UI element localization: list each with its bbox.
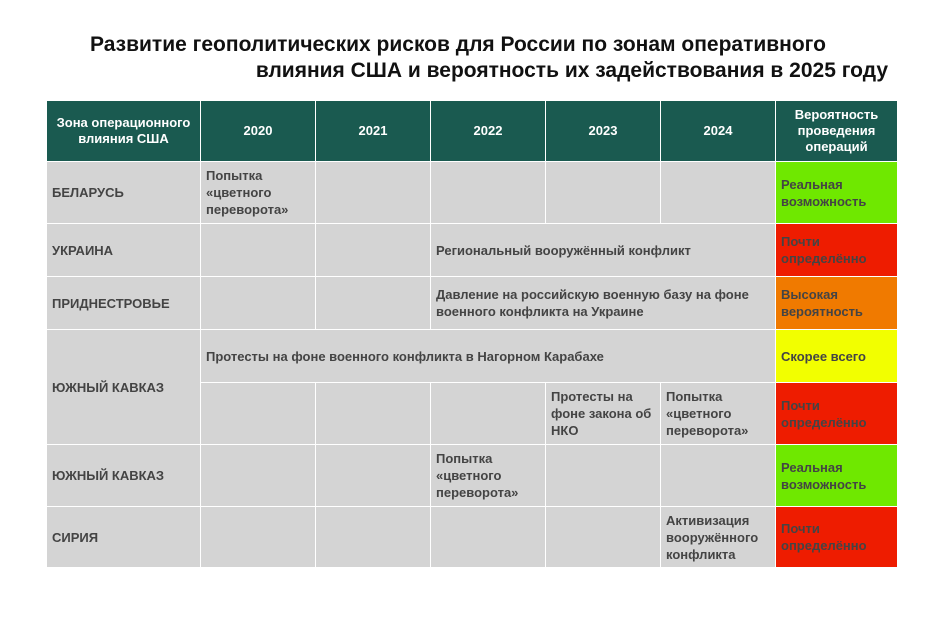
header-year-2022: 2022 [431, 101, 546, 162]
probability-cell: Почти определённо [776, 224, 898, 277]
zone-cell: СИРИЯ [47, 507, 201, 568]
empty-cell [316, 162, 431, 224]
table-row [47, 445, 898, 507]
zone-cell: БЕЛАРУСЬ [47, 162, 201, 224]
header-year-2024: 2024 [661, 101, 776, 162]
event-cell: Протесты на фоне закона об НКО [546, 383, 661, 445]
empty-cell [201, 507, 316, 568]
empty-cell [316, 383, 431, 445]
empty-cell [661, 162, 776, 224]
header-probability: Вероятность проведения операций [776, 101, 898, 162]
empty-cell [546, 162, 661, 224]
table-row [47, 277, 898, 330]
event-cell: Давление на российскую военную базу на фоне военного конфликта на Украине [431, 277, 776, 330]
probability-cell: Высокая вероятность [776, 277, 898, 330]
empty-cell [546, 445, 661, 507]
empty-cell [201, 445, 316, 507]
table-row [47, 507, 898, 568]
empty-cell [431, 383, 546, 445]
event-cell: Попытка «цветного переворота» [201, 162, 316, 224]
zone-cell: УКРАИНА [47, 224, 201, 277]
empty-cell [201, 383, 316, 445]
empty-cell [316, 507, 431, 568]
zone-cell: ПРИДНЕСТРОВЬЕ [47, 277, 201, 330]
header-year-2020: 2020 [201, 101, 316, 162]
title-line-2: влияния США и вероятность их задействования в 2025 году [255, 59, 888, 82]
empty-cell [546, 507, 661, 568]
empty-cell [201, 277, 316, 330]
header-zone: Зона операционного влияния США [47, 101, 201, 162]
empty-cell [431, 507, 546, 568]
probability-cell: Скорее всего [776, 330, 898, 383]
probability-cell: Почти определённо [776, 507, 898, 568]
header-year-2021: 2021 [316, 101, 431, 162]
header-year-2023: 2023 [546, 101, 661, 162]
empty-cell [201, 224, 316, 277]
zone-cell: ЮЖНЫЙ КАВКАЗ [47, 445, 201, 507]
probability-cell: Реальная возможность [776, 445, 898, 507]
table-row [47, 162, 898, 224]
empty-cell [316, 224, 431, 277]
empty-cell [316, 445, 431, 507]
empty-cell [316, 277, 431, 330]
empty-cell [431, 162, 546, 224]
title-line-1: Развитие геополитических рисков для России по зонам оперативного [90, 33, 826, 56]
probability-cell: Реальная возможность [776, 162, 898, 224]
probability-cell: Почти определённо [776, 383, 898, 445]
event-cell: Попытка «цветного переворота» [661, 383, 776, 445]
event-cell: Протесты на фоне военного конфликта в Нагорном Карабахе [201, 330, 776, 383]
risk-table [46, 100, 898, 568]
table-row [47, 330, 898, 383]
header-row [47, 101, 898, 162]
zone-cell: ЮЖНЫЙ КАВКАЗ [47, 330, 201, 445]
event-cell: Активизация вооружённого конфликта [661, 507, 776, 568]
event-cell: Попытка «цветного переворота» [431, 445, 546, 507]
empty-cell [661, 445, 776, 507]
page-title [40, 32, 910, 84]
event-cell: Региональный вооружённый конфликт [431, 224, 776, 277]
table-row [47, 224, 898, 277]
